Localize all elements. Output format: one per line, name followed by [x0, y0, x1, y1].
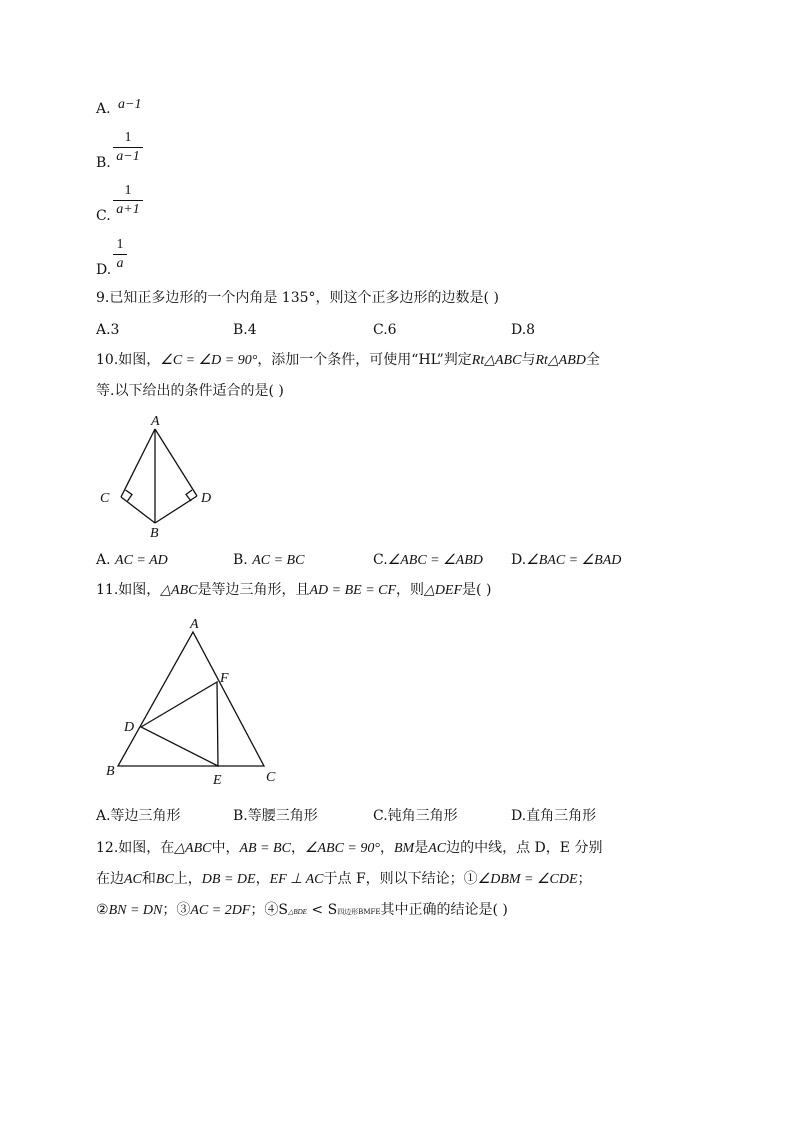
text: ， — [255, 871, 270, 887]
condition: AD = BE = CF — [309, 583, 397, 598]
triangle-2: Rt△ABD — [535, 353, 586, 368]
text: 和 — [141, 871, 156, 887]
text: 其中正确的结论是( ) — [380, 902, 508, 918]
numerator: 1 — [124, 183, 132, 198]
q9-question: 9.已知正多边形的一个内角是 135°，则这个正多边形的边数是( ) — [96, 290, 499, 306]
text: 全 — [585, 352, 600, 368]
condition: DB = DE — [201, 872, 256, 887]
q11-question — [96, 580, 491, 601]
q10-figure — [92, 410, 232, 545]
q8-option-b-label: B. — [96, 155, 111, 171]
label-f: F — [220, 671, 229, 686]
q12-question-line1 — [96, 838, 602, 859]
condition: EF ⊥ AC — [269, 872, 324, 887]
q8-option-c-label: C. — [96, 208, 111, 224]
q9-option-c: C.6 — [373, 322, 397, 338]
q9-option-d: D.8 — [511, 322, 536, 338]
condition: BN = DN — [108, 903, 163, 918]
option-label: D. — [511, 552, 527, 568]
triangle-2: △DEF — [424, 583, 463, 598]
q8-option-b-fraction — [113, 129, 143, 166]
triangle-1: Rt△ABC — [471, 353, 522, 368]
text: 是 — [414, 840, 429, 856]
numerator: 1 — [116, 237, 124, 252]
label-c: C — [266, 770, 276, 785]
condition: ∠DBM = ∠CDE — [477, 872, 578, 887]
q12-question-line2 — [96, 869, 592, 890]
label-d: D — [201, 491, 212, 506]
text: 与 — [521, 352, 536, 368]
text: ； — [577, 871, 592, 887]
option-expression: AC = BC — [252, 553, 305, 568]
text: ， — [290, 840, 305, 856]
denominator: a+1 — [116, 202, 140, 217]
label-b: B — [106, 764, 115, 779]
option-label: A. — [96, 101, 111, 117]
text: 10.如图， — [96, 352, 161, 368]
q9-option-a: A.3 — [96, 322, 120, 338]
segment: AC — [124, 872, 142, 887]
condition: AB = BC — [239, 841, 291, 856]
label-a: A — [151, 414, 160, 429]
label-a: A — [190, 617, 199, 632]
option-expression: AC = AD — [115, 553, 168, 568]
text: 12.如图，在 — [96, 840, 175, 856]
q11-figure — [100, 612, 300, 792]
q8-option-d-fraction — [113, 236, 127, 273]
triangle: △ABC — [174, 841, 212, 856]
text: 边的中线，点 D，E 分别 — [446, 840, 603, 856]
q10-option-b — [233, 550, 304, 571]
q9-option-b: B.4 — [233, 322, 257, 338]
denominator: a−1 — [116, 149, 140, 164]
text: ② — [96, 902, 109, 918]
text: 中， — [211, 840, 240, 856]
option-expression: ∠ABC = ∠ABD — [387, 553, 483, 568]
q10-question-line2: 等.以下给出的条件适合的是( ) — [96, 383, 284, 399]
option-label: B. — [233, 552, 248, 568]
segment: AC — [428, 841, 447, 856]
q10-option-d — [511, 550, 621, 571]
text: ；③ — [162, 902, 191, 918]
less-than: < — [306, 902, 328, 918]
option-expression: a−1 — [118, 97, 142, 112]
text: 于点 F，则以下结论；① — [323, 871, 478, 887]
text: ， — [379, 840, 394, 856]
area-symbol: S — [278, 902, 288, 918]
text: 是( ) — [462, 582, 492, 598]
condition: AC = 2DF — [190, 903, 251, 918]
area-subscript: 四边形BMFE — [337, 908, 381, 916]
text: ，则 — [396, 582, 425, 598]
q11-option-b: B.等腰三角形 — [233, 808, 318, 824]
option-label: A. — [96, 552, 111, 568]
label-c: C — [100, 491, 110, 506]
condition: ∠C = ∠D = 90° — [160, 353, 258, 368]
q11-option-d: D.直角三角形 — [511, 808, 597, 824]
segment: BM — [393, 841, 415, 856]
text: ，添加一个条件，可使用“HL”判定 — [257, 352, 472, 368]
text: 上， — [173, 871, 202, 887]
q8-option-c-fraction — [113, 182, 143, 219]
q8-option-d-label: D. — [96, 262, 112, 278]
q11-option-c: C.钝角三角形 — [373, 808, 458, 824]
label-d: D — [124, 720, 135, 735]
q12-question-line3 — [96, 900, 508, 922]
label-e: E — [213, 773, 222, 788]
q11-option-a: A.等边三角形 — [96, 808, 181, 824]
text: ；④ — [250, 902, 279, 918]
q10-option-a — [96, 550, 168, 571]
text: 是等边三角形，且 — [197, 582, 310, 598]
area-subscript: △BDE — [287, 908, 307, 916]
denominator: a — [116, 256, 124, 271]
area-symbol: S — [327, 902, 338, 918]
option-label: C. — [373, 552, 388, 568]
condition: ∠ABC = 90° — [304, 841, 380, 856]
triangle: △ABC — [160, 583, 198, 598]
option-expression: ∠BAC = ∠BAD — [526, 553, 622, 568]
numerator: 1 — [124, 130, 132, 145]
text: 在边 — [96, 871, 124, 887]
segment: BC — [155, 872, 174, 887]
q10-option-c — [373, 550, 483, 571]
q10-question-line1 — [96, 350, 600, 371]
q8-option-a — [96, 99, 141, 120]
label-b: B — [150, 526, 159, 541]
text: 11.如图， — [96, 582, 161, 598]
